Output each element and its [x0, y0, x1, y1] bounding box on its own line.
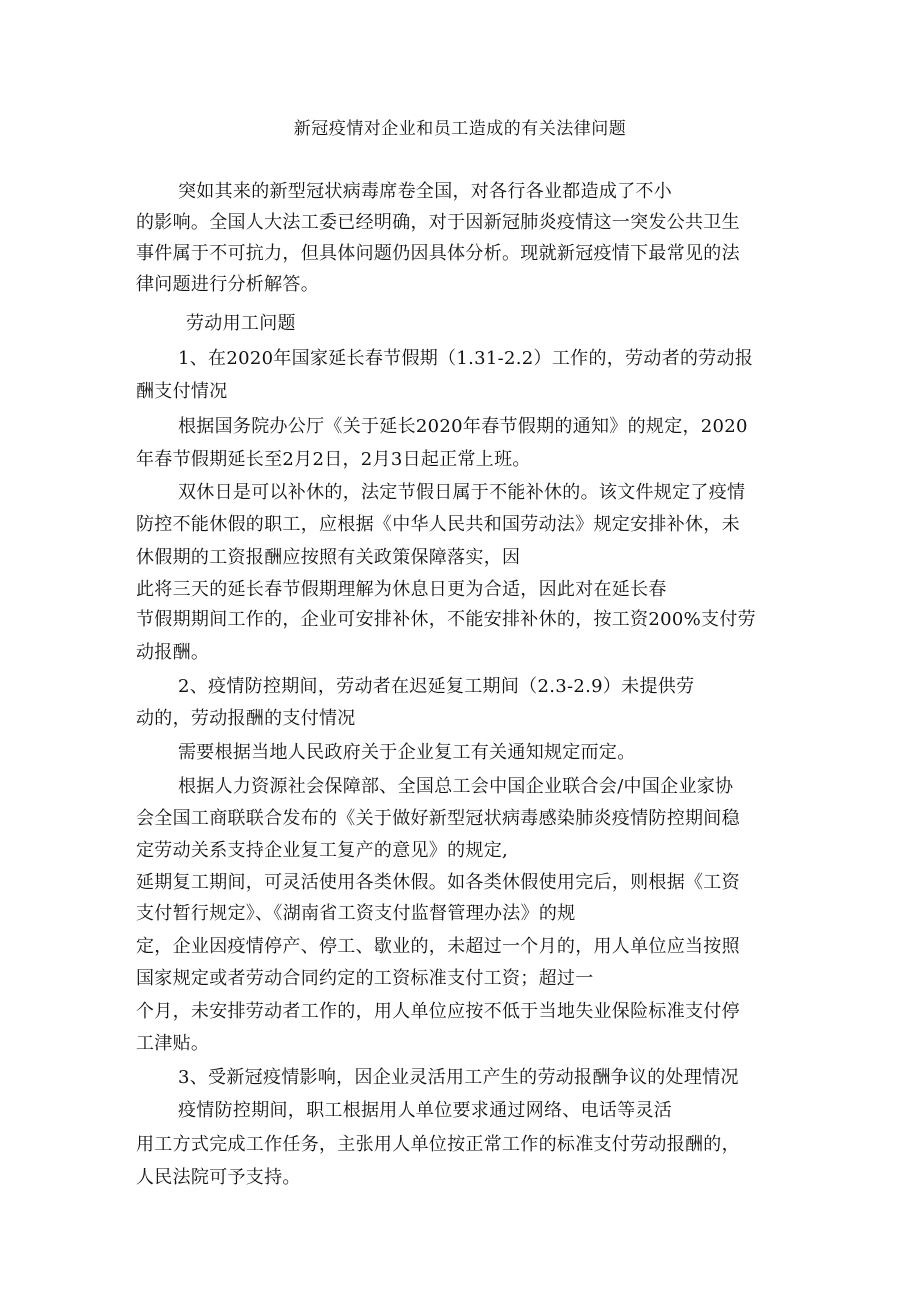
paragraph-line: 酬支付情况	[136, 381, 228, 402]
paragraph-line: 人民法院可予支持。	[136, 1167, 301, 1188]
paragraph-line: 防控不能休假的职工，应根据《中华人民共和国劳动法》规定安排补休，未	[136, 514, 740, 535]
paragraph-line: 动的，劳动报酬的支付情况	[136, 708, 356, 729]
paragraph-line: 会全国工商联联合发布的《关于做好新型冠状病毒感染肺炎疫情防控期间稳	[136, 808, 740, 829]
paragraph-line: 动报酬。	[136, 642, 210, 663]
paragraph-line: 节假期期间工作的，企业可安排补休，不能安排补休的，按工资200%支付劳	[136, 609, 756, 630]
paragraph-line: 根据人力资源社会保障部、全国总工会中国企业联合会/中国企业家协	[178, 776, 734, 797]
paragraph-line: 个月，未安排劳动者工作的，用人单位应按不低于当地失业保险标准支付停	[136, 1001, 740, 1022]
paragraph-line: 2、疫情防控期间，劳动者在迟延复工期间（2.3-2.9）未提供劳	[178, 676, 695, 697]
paragraph-line: 支付暂行规定》、《湖南省工资支付监督管理办法》的规	[136, 903, 576, 924]
paragraph-line: 双休日是可以补休的，法定节假日属于不能补休的。该文件规定了疫情	[178, 482, 746, 503]
paragraph-line: 根据国务院办公厅《关于延长2020年春节假期的通知》的规定，2020	[178, 416, 748, 437]
document-title: 新冠疫情对企业和员工造成的有关法律问题	[293, 119, 627, 139]
paragraph-line: 的影响。全国人大法工委已经明确，对于因新冠肺炎疫情这一突发公共卫生	[136, 212, 740, 233]
paragraph-line: 年春节假期延长至2月2日，2月3日起正常上班。	[136, 449, 531, 470]
paragraph-line: 定劳动关系支持企业复工复产的意见》的规定,	[136, 840, 509, 861]
paragraph-line: 需要根据当地人民政府关于企业复工有关通知规定而定。	[178, 742, 636, 763]
paragraph-line: 突如其来的新型冠状病毒席卷全国，对各行各业都造成了不小	[178, 181, 673, 202]
paragraph-line: 疫情防控期间，职工根据用人单位要求通过网络、电话等灵活	[178, 1100, 673, 1121]
paragraph-line: 此将三天的延长春节假期理解为休息日更为合适，因此对在延长春	[136, 579, 667, 600]
paragraph-line: 律问题进行分析解答。	[136, 274, 319, 295]
paragraph-line: 用工方式完成工作任务，主张用人单位按正常工作的标准支付劳动报酬的，	[136, 1134, 740, 1155]
paragraph-line: 工津贴。	[136, 1033, 210, 1054]
paragraph-line: 3、受新冠疫情影响，因企业灵活用工产生的劳动报酬争议的处理情况	[178, 1067, 739, 1088]
paragraph-line: 定，企业因疫情停产、停工、歇业的，未超过一个月的，用人单位应当按照	[136, 936, 740, 957]
paragraph-line: 国家规定或者劳动合同约定的工资标准支付工资；超过一	[136, 968, 594, 989]
paragraph-line: 事件属于不可抗力，但具体问题仍因具体分析。现就新冠疫情下最常见的法	[136, 243, 740, 264]
paragraph-line: 1、在2020年国家延长春节假期（1.31-2.2）工作的，劳动者的劳动报	[178, 348, 754, 369]
section-heading: 劳动用工问题	[186, 313, 296, 334]
paragraph-line: 休假期的工资报酬应按照有关政策保障落实，因	[136, 547, 521, 568]
paragraph-line: 延期复工期间，可灵活使用各类休假。如各类休假使用完后，则根据《工资	[136, 872, 740, 893]
